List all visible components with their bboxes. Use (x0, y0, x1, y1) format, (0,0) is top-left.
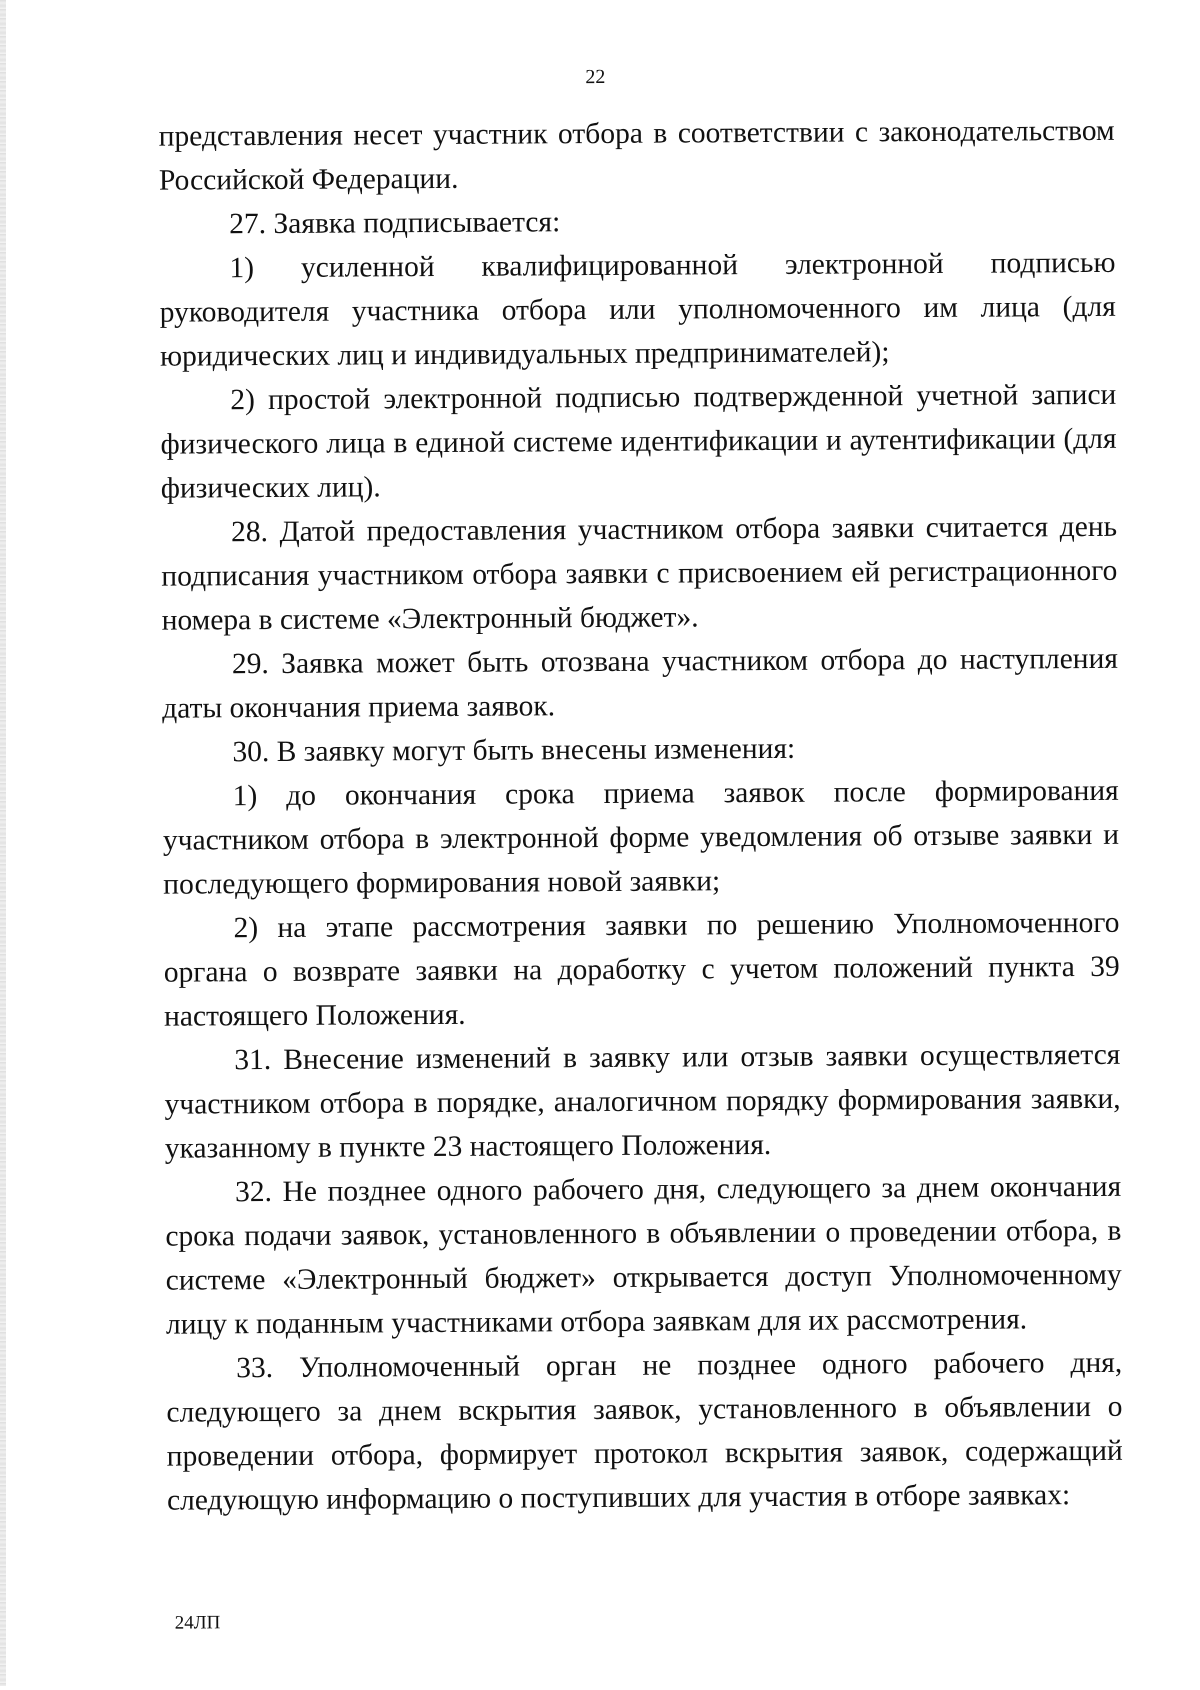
footer-code: 24ЛП (174, 1612, 221, 1634)
paragraph-27-item-1: 1) усиленной квалифицированной электронной подписью руководителя участника отбора или уполномоченного им лица (для юридических лиц и индивидуальных предпринимателей); (159, 246, 1116, 373)
paragraph-32: 32. Не позднее одного рабочего дня, следующего за днем окончания срока подачи заявок, установленного в объявлении о проведении отбора, в системе «Электронный бюджет» открывается доступ Уполномоченному лицу к поданным участниками отбора заявкам для их рассмотрения. (165, 1170, 1122, 1341)
paragraph-27: 27. Заявка подписывается: (229, 206, 561, 241)
paragraph-continuation: представления несет участник отбора в соответствии с законодательством Российской Федерации. (158, 114, 1115, 197)
paragraph-30-item-1: 1) до окончания срока приема заявок после формирования участником отбора в электронной форме уведомления об отзыве заявки и последующего формирования новой заявки; (162, 774, 1120, 901)
paragraph-29: 29. Заявка может быть отозвана участником отбора до наступления даты окончания приема заявок. (162, 642, 1118, 725)
paragraph-30: 30. В заявку могут быть внесены изменения: (232, 732, 796, 769)
paragraph-28: 28. Датой предоставления участником отбора заявки считается день подписания участником отбора заявки с присвоением ей регистрационного номера в системе «Электронный бюджет». (161, 510, 1118, 637)
paragraph-31: 31. Внесение изменений в заявку или отзыв заявки осуществляется участником отбора в порядке, аналогичном порядку формирования заявки, указанному в пункте 23 настоящего Положения. (164, 1038, 1121, 1165)
document-body (159, 109, 1124, 1523)
page-number: 22 (585, 65, 606, 89)
paragraph-30-item-2: 2) на этапе рассмотрения заявки по решению Уполномоченного органа о возврате заявки на доработку с учетом положений пункта 39 настоящего Положения. (163, 906, 1120, 1033)
paragraph-27-item-2: 2) простой электронной подписью подтвержденной учетной записи физического лица в единой системе идентификации и аутентификации (для физических лиц). (160, 378, 1117, 505)
paragraph-33: 33. Уполномоченный орган не позднее одного рабочего дня, следующего за днем вскрытия заявок, установленного в объявлении о проведении отбора, формирует протокол вскрытия заявок, содержащий следующую информацию о поступивших для участия в отборе заявках: (166, 1346, 1123, 1517)
